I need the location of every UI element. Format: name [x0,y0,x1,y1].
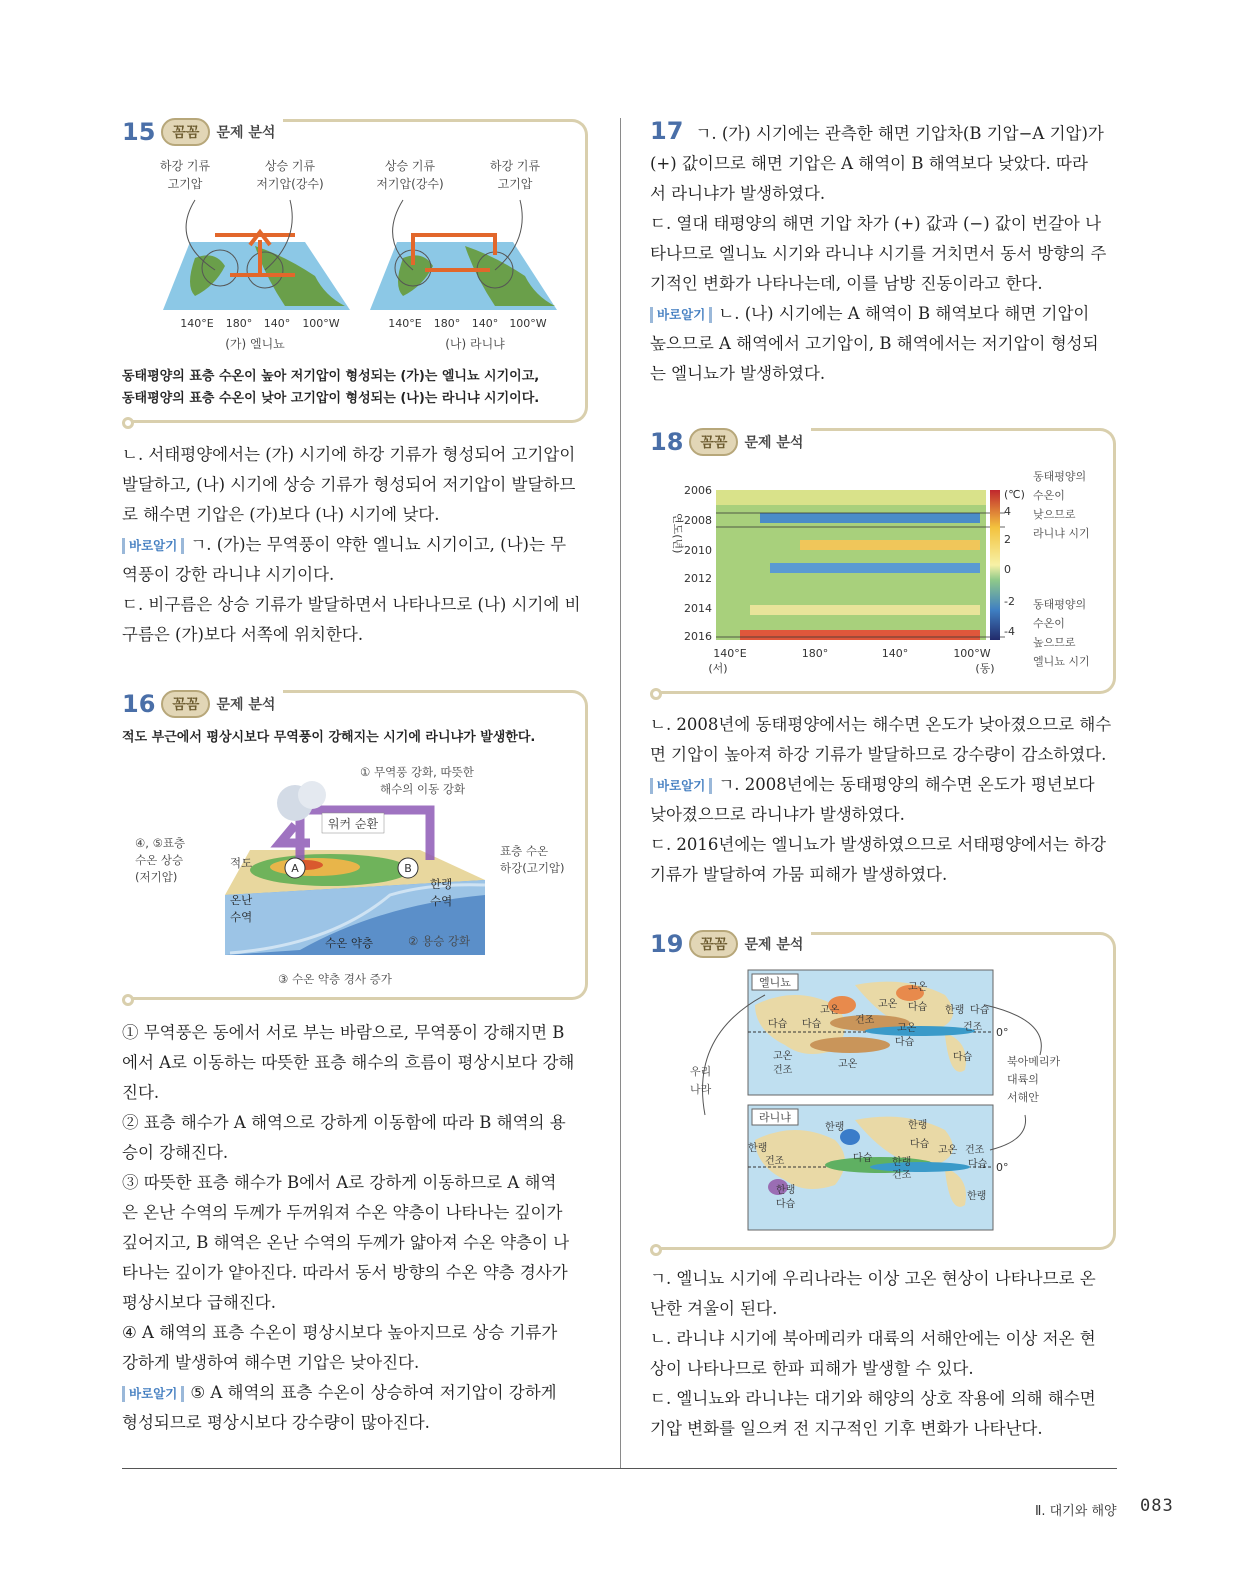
q15-a-x0: 140°E [180,317,214,330]
q19-p6: 기압 변화를 일으켜 전 지구적인 기후 변화가 나타난다. [650,1419,1043,1438]
q18-p2: 면 기압이 높아져 하강 기류가 발달하므로 강수량이 감소하였다. [650,745,1107,764]
q16-walker: 워커 순환 [327,817,379,831]
q16-p9: 타나는 깊이가 얕아진다. 따라서 동서 방향의 수온 약층 경사가 [122,1263,568,1282]
q15-header [122,118,283,146]
q15-p6: ㄷ. 비구름은 상승 기류가 발달하면서 나타나므로 (나) 시기에 비 [122,595,581,614]
q15-badge: 꼼꼼 [161,118,210,146]
q18-number: 18 [650,428,684,456]
q15-b-cap: (나) 라니냐 [445,337,505,351]
q19-map1-title: 엘니뇨 [759,976,791,989]
column-divider [620,118,621,1468]
q16-badge: 꼼꼼 [161,690,210,718]
q15-a-x1: 180° [225,317,253,330]
q16-figure [130,755,585,990]
q18-y2: 2010 [684,544,712,557]
q16-lbl45a: ④, ⑤표층 [135,836,186,850]
page-number: 083 [1140,1496,1174,1516]
q18-note2-3: 엘니뇨 시기 [1033,655,1090,668]
q15-box-dot [122,417,134,429]
q15-a-lb: 고기압 [167,177,203,191]
q18-colorbar [990,490,1000,640]
q16-p7: 은 온난 수역의 두께가 두꺼워져 수온 약층이 나타나는 깊이가 [122,1203,563,1222]
q19-m2-dasup1: 다습 [910,1139,930,1150]
q19-m2-hanraeng1: 한랭 [825,1122,845,1133]
q18-y3: 2012 [684,572,712,585]
q16-label: 문제 분석 [216,697,276,713]
q18-note1-0: 동태평양의 [1033,470,1087,483]
q18-band-1 [716,490,986,505]
q15-b-x0: 140°E [388,317,422,330]
q19-m1-dasup4: 다습 [895,1037,915,1048]
q19-left-b: 나라 [690,1083,712,1096]
q19-m2-hanraeng4: 한랭 [892,1157,912,1168]
q16-warm-a: 온난 [230,893,253,907]
q19-figure [670,965,1110,1235]
q19-p1: ㄱ. 엘니뇨 시기에 우리나라는 이상 고온 현상이 나타나므로 온 [650,1269,1096,1288]
q18-x3: 100°W [953,647,991,660]
q16-cold-a: 한랭 [430,877,453,891]
q19-m1-gowon3: 고온 [897,1023,917,1034]
q19-m1-b4 [865,1026,975,1036]
q18-heatmap [660,465,1110,680]
q16-upwell: ② 용승 강화 [408,934,471,948]
q19-explanation [650,1264,1120,1444]
q15-b-rb: 고기압 [497,177,533,191]
q15-p1: ㄴ. 서태평양에서는 (가) 시기에 하강 기류가 형성되어 고기압이 [122,445,576,464]
q18-p5: ㄷ. 2016년에는 엘니뇨가 발생하였으므로 서태평양에서는 하강 [650,835,1106,854]
q16-lbl1b: 해수의 이동 강화 [380,782,466,796]
q19-m1-gowon6: 고온 [878,999,898,1010]
q17-number: 17 [650,117,684,145]
q18-note1-1: 수온이 [1033,489,1065,502]
q19-badge: 꼼꼼 [689,930,738,958]
q19-m2-hanraeng6: 한랭 [967,1191,987,1202]
q18-x2: 140° [881,647,909,660]
q15-figure [135,150,585,360]
q17-p8: 높으므로 A 해역에서 고기압이, B 해역에서는 저기압이 형성되 [650,334,1099,353]
q16-lbl45b: 수온 상승 [135,853,184,867]
q19-m2-geonjo1: 건조 [965,1145,985,1156]
q15-b-rt: 하강 기류 [489,159,541,173]
q16-p6: ③ 따뜻한 표층 해수가 B에서 A로 강하게 이동하므로 A 해역 [122,1173,557,1192]
q16-surf-b: 하강(고기압) [500,861,565,875]
q19-m2-hanraeng5: 한랭 [776,1185,796,1196]
q15-a-cap: (가) 엘니뇨 [225,337,285,351]
q18-note1-2: 낮으므로 [1033,508,1076,521]
q19-m2-dasup3: 다습 [968,1159,988,1170]
q19-right-c: 서해안 [1007,1091,1039,1104]
q19-p2: 난한 겨울이 된다. [650,1299,778,1318]
q16-p3: 진다. [122,1083,160,1102]
q15-tag: 바로알기 [122,538,184,554]
q18-band-2014 [750,605,980,615]
q19-right-a: 북아메리카 [1007,1055,1061,1068]
q15-number: 15 [122,118,156,146]
q16-lbl45c: (저기압) [135,870,178,884]
q16-intro: 적도 부근에서 평상시보다 무역풍이 강해지는 시기에 라니냐가 발생한다. [122,730,536,745]
q19-m1-hanraeng: 한랭 [945,1005,965,1016]
q15-p3: 로 해수면 기압은 (가)보다 (나) 시기에 낮다. [122,505,440,524]
q16-thermo: 수온 약층 [325,936,374,950]
q16-box-dot [122,994,134,1006]
q19-p5: ㄷ. 엘니뇨와 라니냐는 대기와 해양의 상호 작용에 의해 해수면 [650,1389,1096,1408]
q19-m1-dasup5: 다습 [953,1052,973,1063]
q17-p4: ㄷ. 열대 태평양의 해면 기압 차가 (+) 값과 (−) 값이 번갈아 나 [650,214,1102,233]
q18-p4: 낮아졌으므로 라니냐가 발생하였다. [650,805,905,824]
q16-explanation [122,1018,592,1438]
q18-c3: -2 [1004,595,1015,608]
q18-box-dot [650,688,662,700]
q18-xsub-e: (동) [975,662,995,675]
q18-xsub-w: (서) [708,662,728,675]
q19-m2-hanraeng2: 한랭 [908,1120,928,1131]
q15-p5: 역풍이 강한 라니냐 시기이다. [122,565,335,584]
q16-surf-a: 표층 수온 [500,844,549,858]
q19-m2-gowon1: 고온 [938,1145,958,1156]
q18-band-2011 [770,563,980,573]
q18-header [650,428,811,456]
q15-b-lt: 상승 기류 [384,159,436,173]
q19-m1-dasup1: 다습 [768,1019,788,1030]
q19-p4: 상이 나타나므로 한파 피해가 발생할 수 있다. [650,1359,974,1378]
footer-section: Ⅱ. 대기와 해양 [1035,1504,1117,1519]
q16-header [122,690,283,718]
q15-a-x2: 140° [263,317,291,330]
q15-caption [122,366,539,410]
q18-badge: 꼼꼼 [689,428,738,456]
q18-y1: 2008 [684,514,712,527]
q16-p10: 평상시보다 급해진다. [122,1293,276,1312]
q16-A: A [291,862,299,875]
q18-ylabel: 연도(년) [671,513,684,554]
q16-cloud-2 [298,781,326,809]
q19-label: 문제 분석 [744,937,804,953]
q19-m1-gowon2: 고온 [908,982,928,993]
q19-m1-dasup3: 다습 [970,1005,990,1016]
q19-m2-geonjo2: 건조 [765,1156,785,1167]
q15-a-lt: 하강 기류 [159,159,211,173]
q17-p9: 는 엘니뇨가 발생하였다. [650,364,826,383]
q18-note1-3: 라니냐 시기 [1033,527,1090,540]
q19-map1-zero: 0° [996,1026,1009,1039]
q19-m1-gowon1: 고온 [820,1005,840,1016]
q19-header [650,930,811,958]
q19-m2-dasup4: 다습 [776,1199,796,1210]
q19-m1-dasup2: 다습 [908,1002,928,1013]
q19-m2-hanraeng3: 한랭 [748,1143,768,1154]
q15-b-x2: 140° [471,317,499,330]
q17-p1: ㄱ. (가) 시기에는 관측한 해면 기압차(B 기압−A 기압)가 [695,124,1104,143]
q16-p11: ④ A 해역의 표층 수온이 평상시보다 높아지므로 상승 기류가 [122,1323,558,1342]
q18-c2: 0 [1004,563,1011,576]
q18-note2-0: 동태평양의 [1033,598,1087,611]
q19-right-b: 대륙의 [1007,1073,1039,1086]
q17-p5: 타나므로 엘니뇨 시기와 라니냐 시기를 거치면서 동서 방향의 주 [650,244,1107,263]
q15-a-rb: 저기압(강수) [256,177,324,191]
q19-m1-b5 [810,1037,890,1053]
q18-label: 문제 분석 [744,435,804,451]
q16-p8: 깊어지고, B 해역은 온난 수역의 두께가 얇아져 수온 약층이 나 [122,1233,570,1252]
q18-band-2009 [800,540,980,550]
q17-explanation [650,116,1120,389]
q15-explanation [122,440,592,650]
q15-caption-1: 동태평양의 표층 수온이 높아 저기압이 형성되는 (가)는 엘니뇨 시기이고, [122,369,540,384]
q19-arrow-right2 [990,1115,1026,1150]
q16-tag: 바로알기 [122,1386,184,1402]
q15-caption-2: 동태평양의 표층 수온이 낮아 고기압이 형성되는 (나)는 라니냐 시기이다. [122,391,540,406]
q16-warm-b: 수역 [230,910,253,924]
q18-note2-2: 높으므로 [1033,636,1076,649]
q16-number: 16 [122,690,156,718]
q16-lbl1a: ① 무역풍 강화, 따뜻한 [360,765,474,779]
q19-m1-geonjo3: 건조 [773,1065,793,1076]
q15-label: 문제 분석 [216,125,276,141]
q15-b-x1: 180° [433,317,461,330]
q16-p12: 강하게 발생하여 해수면 기압은 낮아진다. [122,1353,420,1372]
q18-tag: 바로알기 [650,778,712,794]
q18-unit: (℃) [1004,488,1025,501]
q16-equator: 적도 [230,856,253,870]
q16-cold-b: 수역 [430,894,453,908]
q15-p2: 발달하고, (나) 시기에 상승 기류가 형성되어 저기압이 발달하므 [122,475,576,494]
q19-m1-dasup6: 다습 [802,1019,822,1030]
q19-box-dot [650,1244,662,1256]
q18-x0: 140°E [713,647,747,660]
q19-p3: ㄴ. 라니냐 시기에 북아메리카 대륙의 서해안에는 이상 저온 현 [650,1329,1096,1348]
bottom-rule [122,1468,1117,1469]
q19-m2-geonjo3: 건조 [892,1170,912,1181]
q19-map2-title: 라니냐 [759,1111,791,1124]
q18-y0: 2006 [684,484,712,497]
q18-p6: 기류가 발달하여 가뭄 피해가 발생하였다. [650,865,948,884]
q19-m1-geonjo2: 건조 [963,1022,983,1033]
q17-p6: 기적인 변화가 나타나는데, 이를 남방 진동이라고 한다. [650,274,1043,293]
q19-m1-gowon4: 고온 [773,1051,793,1062]
q19-number: 19 [650,930,684,958]
q15-p4: ㄱ. (가)는 무역풍이 약한 엘니뇨 시기이고, (나)는 무 [190,535,567,554]
q17-p3: 서 라니냐가 발생하였다. [650,184,826,203]
q18-band-2008 [760,513,980,523]
q19-m1-geonjo1: 건조 [855,1015,875,1026]
q16-p4: ② 표층 해수가 A 해역으로 강하게 이동함에 따라 B 해역의 용 [122,1113,566,1132]
q16-p5: 승이 강해진다. [122,1143,229,1162]
q18-c0: 4 [1004,505,1011,518]
q19-m2-dasup2: 다습 [853,1153,873,1164]
q16-p1: ① 무역풍은 동에서 서로 부는 바람으로, 무역풍이 강해지면 B [122,1023,565,1042]
q15-a-rt: 상승 기류 [264,159,316,173]
q19-map2-zero: 0° [996,1161,1009,1174]
q18-c4: -4 [1004,625,1015,638]
q18-explanation [650,710,1120,890]
q18-note2-1: 수온이 [1033,617,1065,630]
q18-p1: ㄴ. 2008년에 동태평양에서는 해수면 온도가 낮아졌으므로 해수 [650,715,1112,734]
q15-b-lb: 저기압(강수) [376,177,444,191]
q18-band-2016 [740,630,980,640]
q17-tag: 바로알기 [650,307,712,323]
q17-p2: (+) 값이므로 해면 기압은 A 해역이 B 해역보다 낮았다. 따라 [650,154,1088,173]
q19-left-a: 우리 [690,1065,712,1078]
q18-x1: 180° [801,647,829,660]
q18-y5: 2016 [684,630,712,643]
q15-p7: 구름은 (가)보다 서쪽에 위치한다. [122,625,364,644]
q19-m2-b3 [870,1162,970,1172]
q15-a-x3: 100°W [302,317,340,330]
q17-p7: ㄴ. (나) 시기에는 A 해역이 B 해역보다 해면 기압이 [718,304,1090,323]
q16-B: B [404,862,412,875]
q18-p3: ㄱ. 2008년에는 동태평양의 해수면 온도가 평년보다 [718,775,1095,794]
q16-p13: ⑤ A 해역의 표층 수온이 상승하여 저기압이 강하게 [190,1383,557,1402]
q19-m1-gowon5: 고온 [838,1059,858,1070]
q18-y4: 2014 [684,602,712,615]
q18-c1: 2 [1004,533,1011,546]
q15-b-x3: 100°W [509,317,547,330]
q16-p2: 에서 A로 이동하는 따뜻한 표층 해수의 흐름이 평상시보다 강해 [122,1053,575,1072]
q16-p14: 형성되므로 평상시보다 강수량이 많아진다. [122,1413,430,1432]
q16-slope: ③ 수온 약층 경사 증가 [278,972,392,986]
